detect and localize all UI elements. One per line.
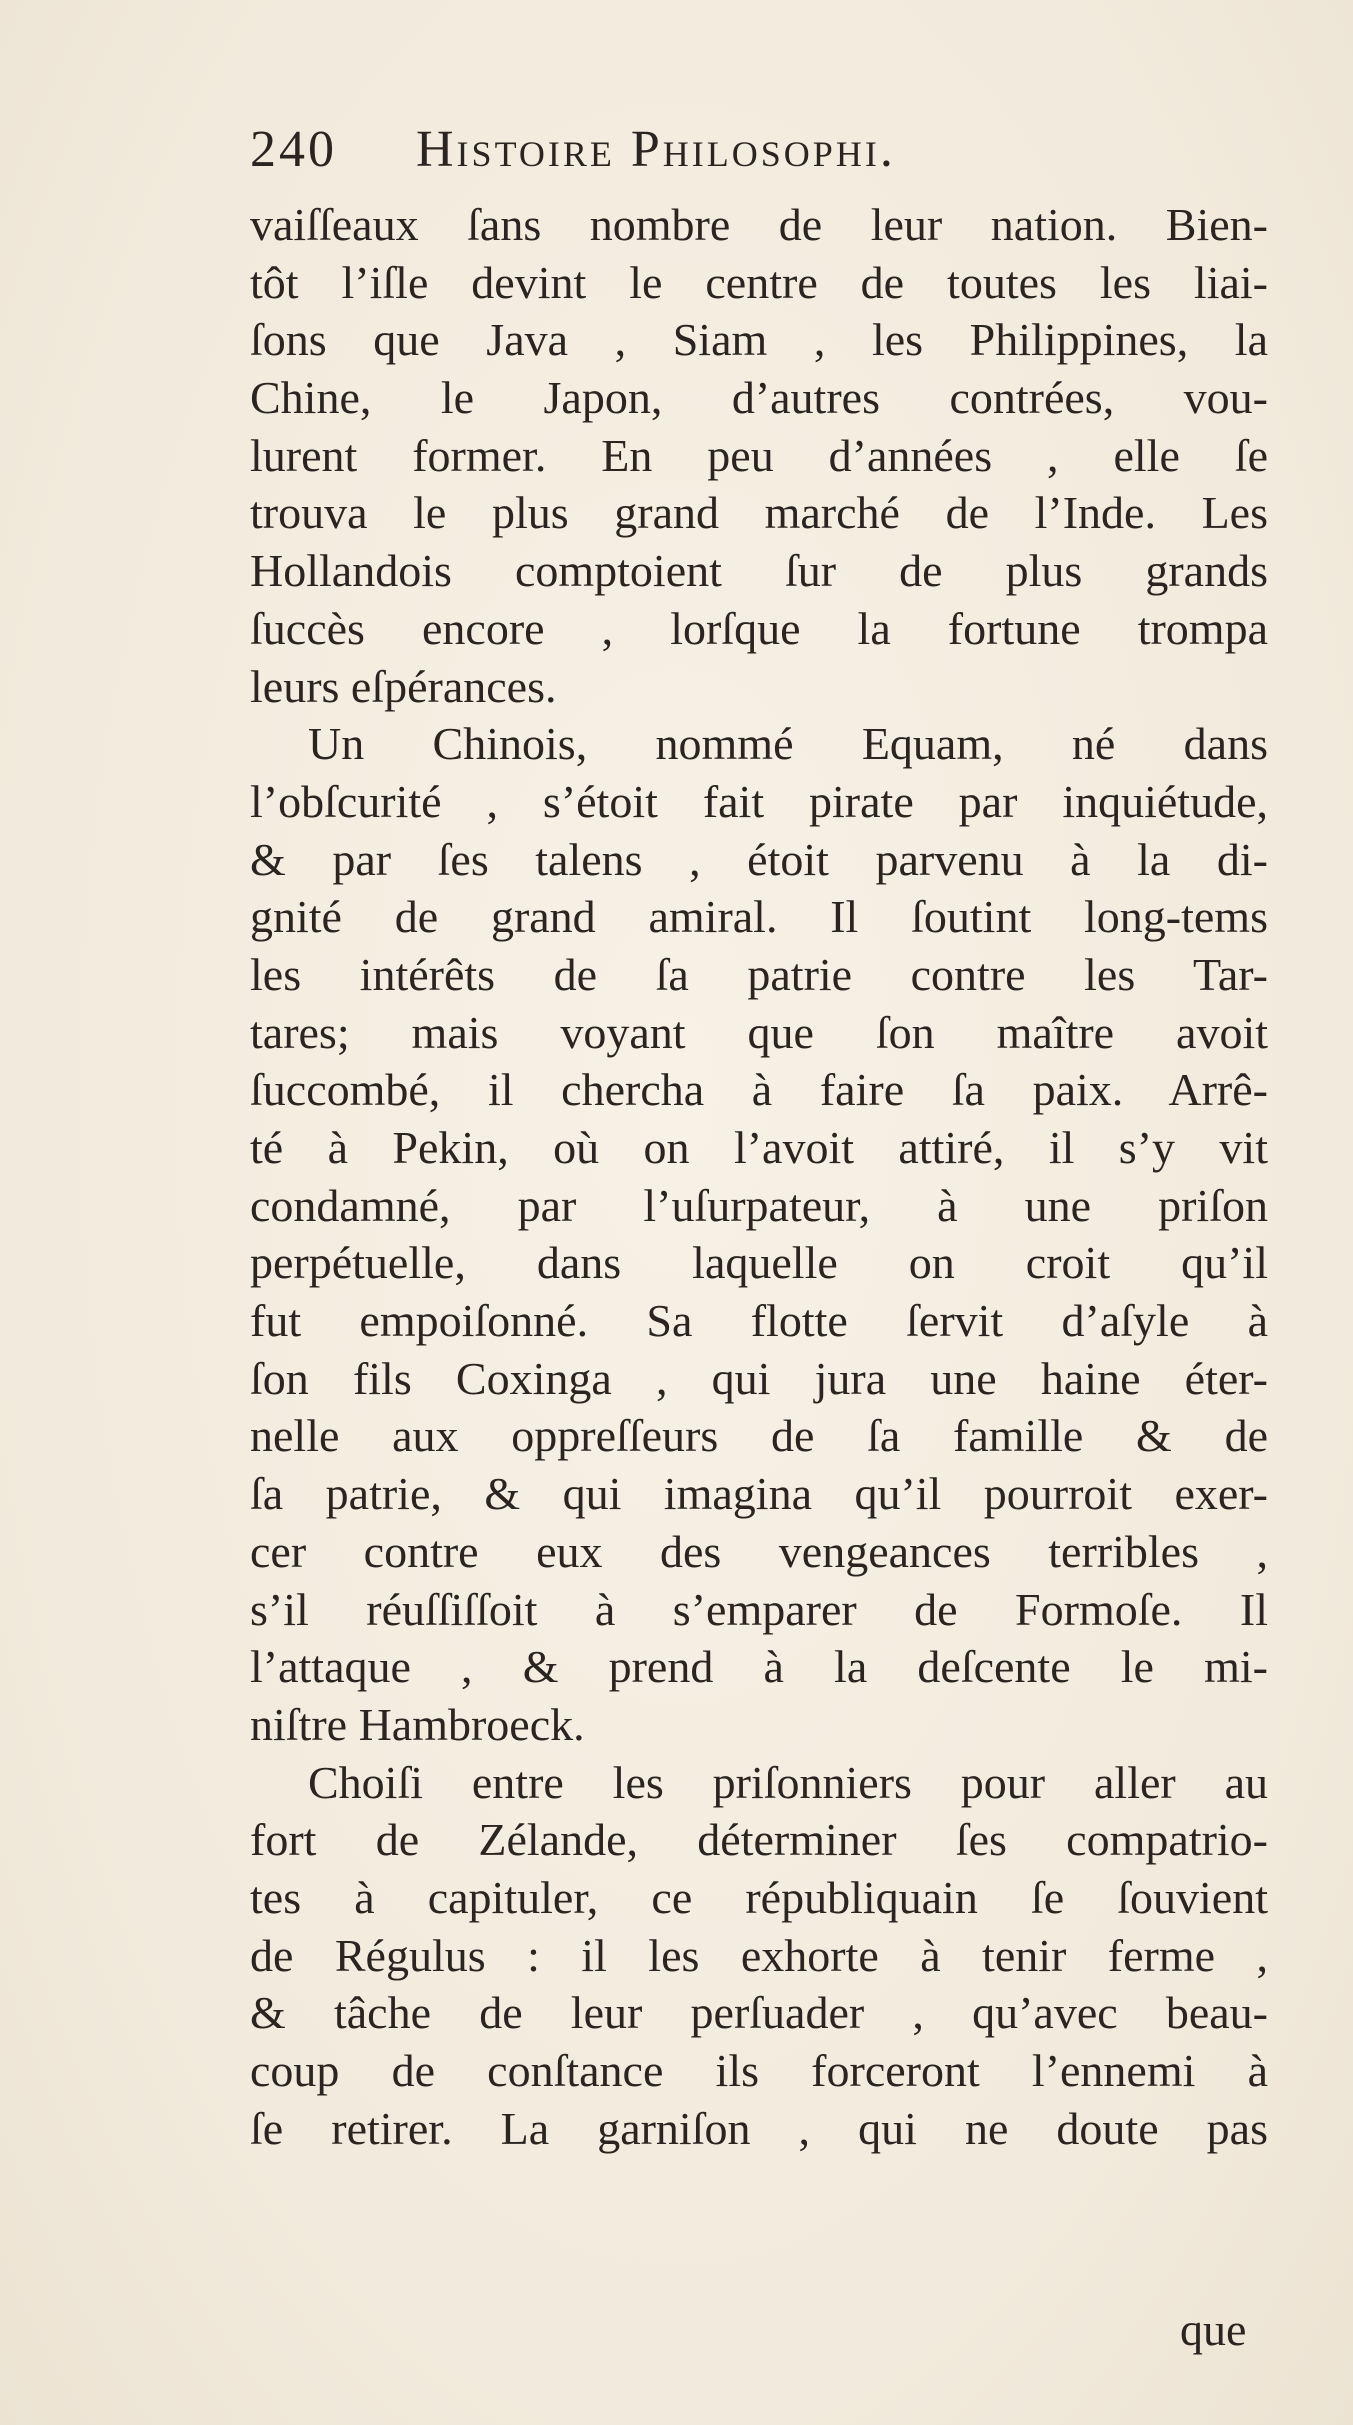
text-line: Hollandois comptoient ſur de plus grands bbox=[250, 545, 1268, 597]
text-line: té à Pekin, où on l’avoit attiré, il s’y vit bbox=[250, 1122, 1268, 1173]
text-line: Chine, le Japon, d’autres contrées, vou- bbox=[250, 372, 1268, 424]
page-number: 240 bbox=[250, 121, 337, 178]
text-line: niſtre Hambroeck. bbox=[250, 1698, 585, 1750]
text-line: les intérêts de ſa patrie contre les Tar- bbox=[250, 948, 1268, 1000]
text-line: tares; mais voyant que ſon maître avoit bbox=[250, 1006, 1268, 1058]
catchword: que bbox=[1180, 2304, 1247, 2355]
text-line: cer contre eux des vengeances terribles , bbox=[250, 1525, 1268, 1577]
text-line: lurent former. En peu d’années , elle ſe bbox=[250, 429, 1268, 481]
text-line: vaiſſeaux ſans nombre de leur nation. Bien- bbox=[250, 199, 1268, 250]
text-line: fort de Zélande, déterminer ſes compatrio- bbox=[250, 1814, 1268, 1866]
text-line: & tâche de leur perſuader , qu’avec beau- bbox=[250, 1987, 1268, 2039]
text-line: de Régulus : il les exhorte à tenir ferme , bbox=[250, 1929, 1268, 1981]
text-line: ſa patrie, & qui imagina qu’il pourroit exer- bbox=[250, 1468, 1268, 1520]
text-line: condamné, par l’uſurpateur, à une priſon bbox=[250, 1179, 1268, 1231]
text-line: tôt l’iſle devint le centre de toutes les liai- bbox=[250, 256, 1268, 308]
running-title: Histoire Philosophi. bbox=[416, 121, 896, 178]
text-line: nelle aux oppreſſeurs de ſa famille & de bbox=[250, 1410, 1268, 1462]
text-line: s’il réuſſiſſoit à s’emparer de Formoſe. Il bbox=[250, 1583, 1268, 1635]
page-header bbox=[250, 118, 1150, 182]
text-line: gnité de grand amiral. Il ſoutint long-tems bbox=[250, 891, 1268, 943]
text-line: Choiſi entre les priſonniers pour aller au bbox=[308, 1756, 1268, 1808]
text-line: l’obſcurité , s’étoit fait pirate par inquiétude, bbox=[250, 775, 1268, 827]
text-line: trouva le plus grand marché de l’Inde. Les bbox=[250, 487, 1268, 539]
text-line: perpétuelle, dans laquelle on croit qu’il bbox=[250, 1237, 1268, 1289]
text-line: ſuccès encore , lorſque la fortune trompa bbox=[250, 602, 1268, 654]
text-line: fut empoiſonné. Sa flotte ſervit d’aſyle à bbox=[250, 1295, 1268, 1347]
text-line: & par ſes talens , étoit parvenu à la di- bbox=[250, 833, 1268, 885]
text-line: l’attaque , & prend à la deſcente le mi- bbox=[250, 1641, 1268, 1693]
text-line: coup de conſtance ils forceront l’ennemi à bbox=[250, 2045, 1268, 2096]
text-line: ſuccombé, il chercha à faire ſa paix. Arrê- bbox=[250, 1064, 1268, 1116]
text-line: ſons que Java , Siam , les Philippines, la bbox=[250, 314, 1268, 366]
text-line: leurs eſpérances. bbox=[250, 660, 557, 712]
text-line: Un Chinois, nommé Equam, né dans bbox=[308, 718, 1268, 770]
text-line: tes à capituler, ce républiquain ſe ſouvient bbox=[250, 1871, 1268, 1923]
text-line: ſon fils Coxinga , qui jura une haine éter- bbox=[250, 1352, 1268, 1404]
text-line: ſe retirer. La garniſon , qui ne doute pas bbox=[250, 2102, 1268, 2154]
body-text bbox=[250, 196, 1268, 2157]
